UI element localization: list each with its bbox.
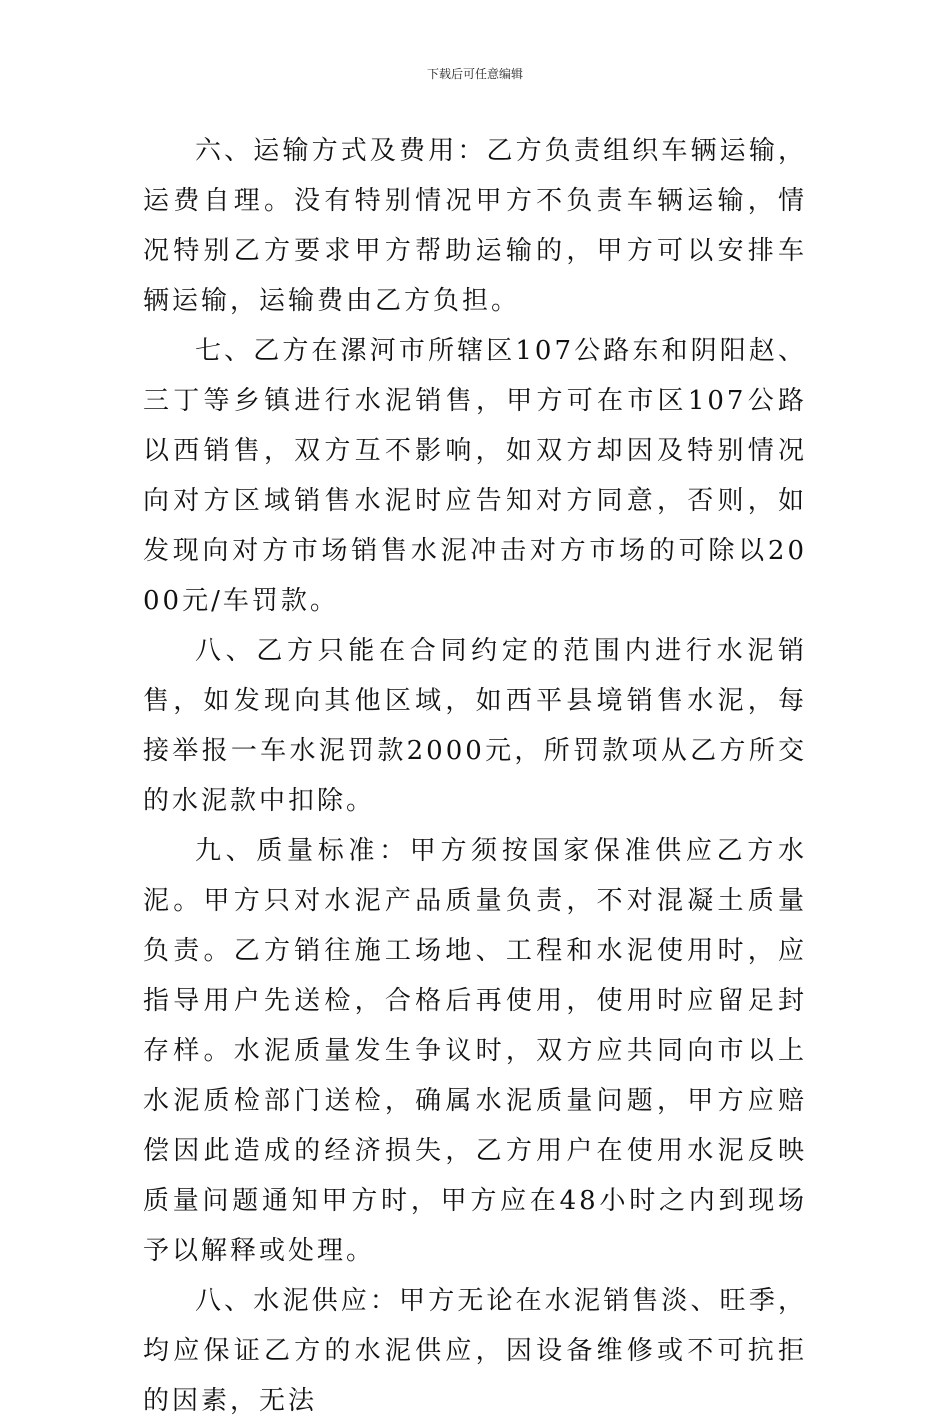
- header-note: 下载后可任意编辑: [426, 67, 523, 81]
- document-body: [143, 126, 807, 1426]
- paragraph-cement-supply: 八、水泥供应：甲方无论在水泥销售淡、旺季，均应保证乙方的水泥供应，因设备维修或不可抗拒的因素，无法: [143, 1286, 807, 1416]
- paragraph-sales-area: 七、乙方在漯河市所辖区107公路东和阴阳赵、三丁等乡镇进行水泥销售，甲方可在市区107公路以西销售，双方互不影响，如双方却因及特别情况向对方区域销售水泥时应告知对方同意，否则，如发现向对方市场销售水泥冲击对方市场的可除以2000元/车罚款。: [143, 336, 807, 616]
- paragraph-sales-scope: 八、乙方只能在合同约定的范围内进行水泥销售，如发现向其他区域，如西平县境销售水泥，每接举报一车水泥罚款2000元，所罚款项从乙方所交的水泥款中扣除。: [143, 636, 807, 816]
- paragraph-quality-standard: 九、质量标准：甲方须按国家保准供应乙方水泥。甲方只对水泥产品质量负责，不对混凝土质量负责。乙方销往施工场地、工程和水泥使用时，应指导用户先送检，合格后再使用，使用时应留足封存样。水泥质量发生争议时，双方应共同向市以上水泥质检部门送检，确属水泥质量问题，甲方应赔偿因此造成的经济损失，乙方用户在使用水泥反映质量问题通知甲方时，甲方应在48小时之内到现场予以解释或处理。: [143, 836, 807, 1266]
- paragraph-transport: 六、运输方式及费用：乙方负责组织车辆运输，运费自理。没有特别情况甲方不负责车辆运输，情况特别乙方要求甲方帮助运输的，甲方可以安排车辆运输，运输费由乙方负担。: [143, 136, 807, 316]
